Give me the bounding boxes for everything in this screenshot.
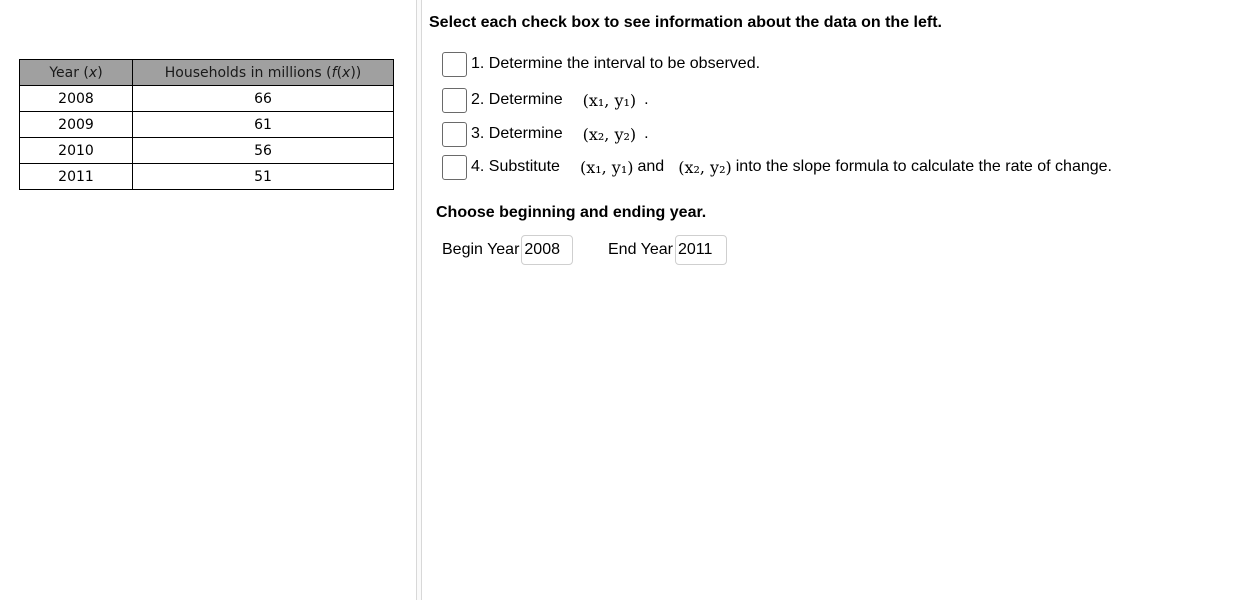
cell-year: 2010 — [20, 138, 133, 164]
cell-households: 66 — [133, 86, 394, 112]
begin-year-label: Begin Year — [442, 241, 520, 258]
step-3 — [442, 120, 649, 148]
header-households: Households in millions (f(x)) — [133, 60, 394, 86]
end-year-input[interactable] — [675, 235, 727, 265]
step-3-math: (x₂, y₂) — [582, 124, 637, 144]
data-panel — [0, 0, 416, 600]
step-2-math: (x₁, y₁) — [582, 90, 637, 110]
step-4-label: 4. Substitute — [471, 158, 560, 175]
cell-households: 61 — [133, 112, 394, 138]
step-2-checkbox[interactable] — [442, 88, 467, 113]
table-row — [20, 112, 394, 138]
instruction-text: Select each check box to see information about the data on the left. — [429, 14, 942, 31]
step-3-period: . — [644, 125, 649, 142]
end-year-label: End Year — [608, 241, 673, 258]
step-2 — [442, 86, 649, 114]
cell-year: 2009 — [20, 112, 133, 138]
header-year: Year (x) — [20, 60, 133, 86]
table-row — [20, 86, 394, 112]
step-4-checkbox[interactable] — [442, 155, 467, 180]
cell-households: 51 — [133, 164, 394, 190]
table-row — [20, 164, 394, 190]
panel-divider[interactable] — [416, 0, 422, 600]
step-4-math-2: (x₂, y₂) — [678, 157, 732, 177]
end-year-group — [608, 234, 727, 266]
table-row — [20, 138, 394, 164]
begin-year-group — [442, 234, 573, 266]
steps-panel — [423, 0, 1250, 600]
step-4 — [442, 153, 1112, 181]
data-table — [19, 59, 394, 190]
begin-year-input[interactable] — [521, 235, 573, 265]
cell-year: 2008 — [20, 86, 133, 112]
step-1 — [442, 50, 760, 78]
step-4-and: and — [637, 158, 665, 175]
step-3-checkbox[interactable] — [442, 122, 467, 147]
step-4-math-1: (x₁, y₁) — [579, 157, 634, 177]
step-1-label: 1. Determine the interval to be observed. — [471, 55, 761, 72]
table-header-row — [20, 60, 394, 86]
step-4-rest: into the slope formula to calculate the rate of change. — [735, 158, 1112, 175]
step-3-label: 3. Determine — [471, 125, 563, 142]
choose-years-heading: Choose beginning and ending year. — [436, 204, 707, 221]
cell-year: 2011 — [20, 164, 133, 190]
step-1-checkbox[interactable] — [442, 52, 467, 77]
cell-households: 56 — [133, 138, 394, 164]
step-2-period: . — [644, 91, 649, 108]
step-2-label: 2. Determine — [471, 91, 563, 108]
